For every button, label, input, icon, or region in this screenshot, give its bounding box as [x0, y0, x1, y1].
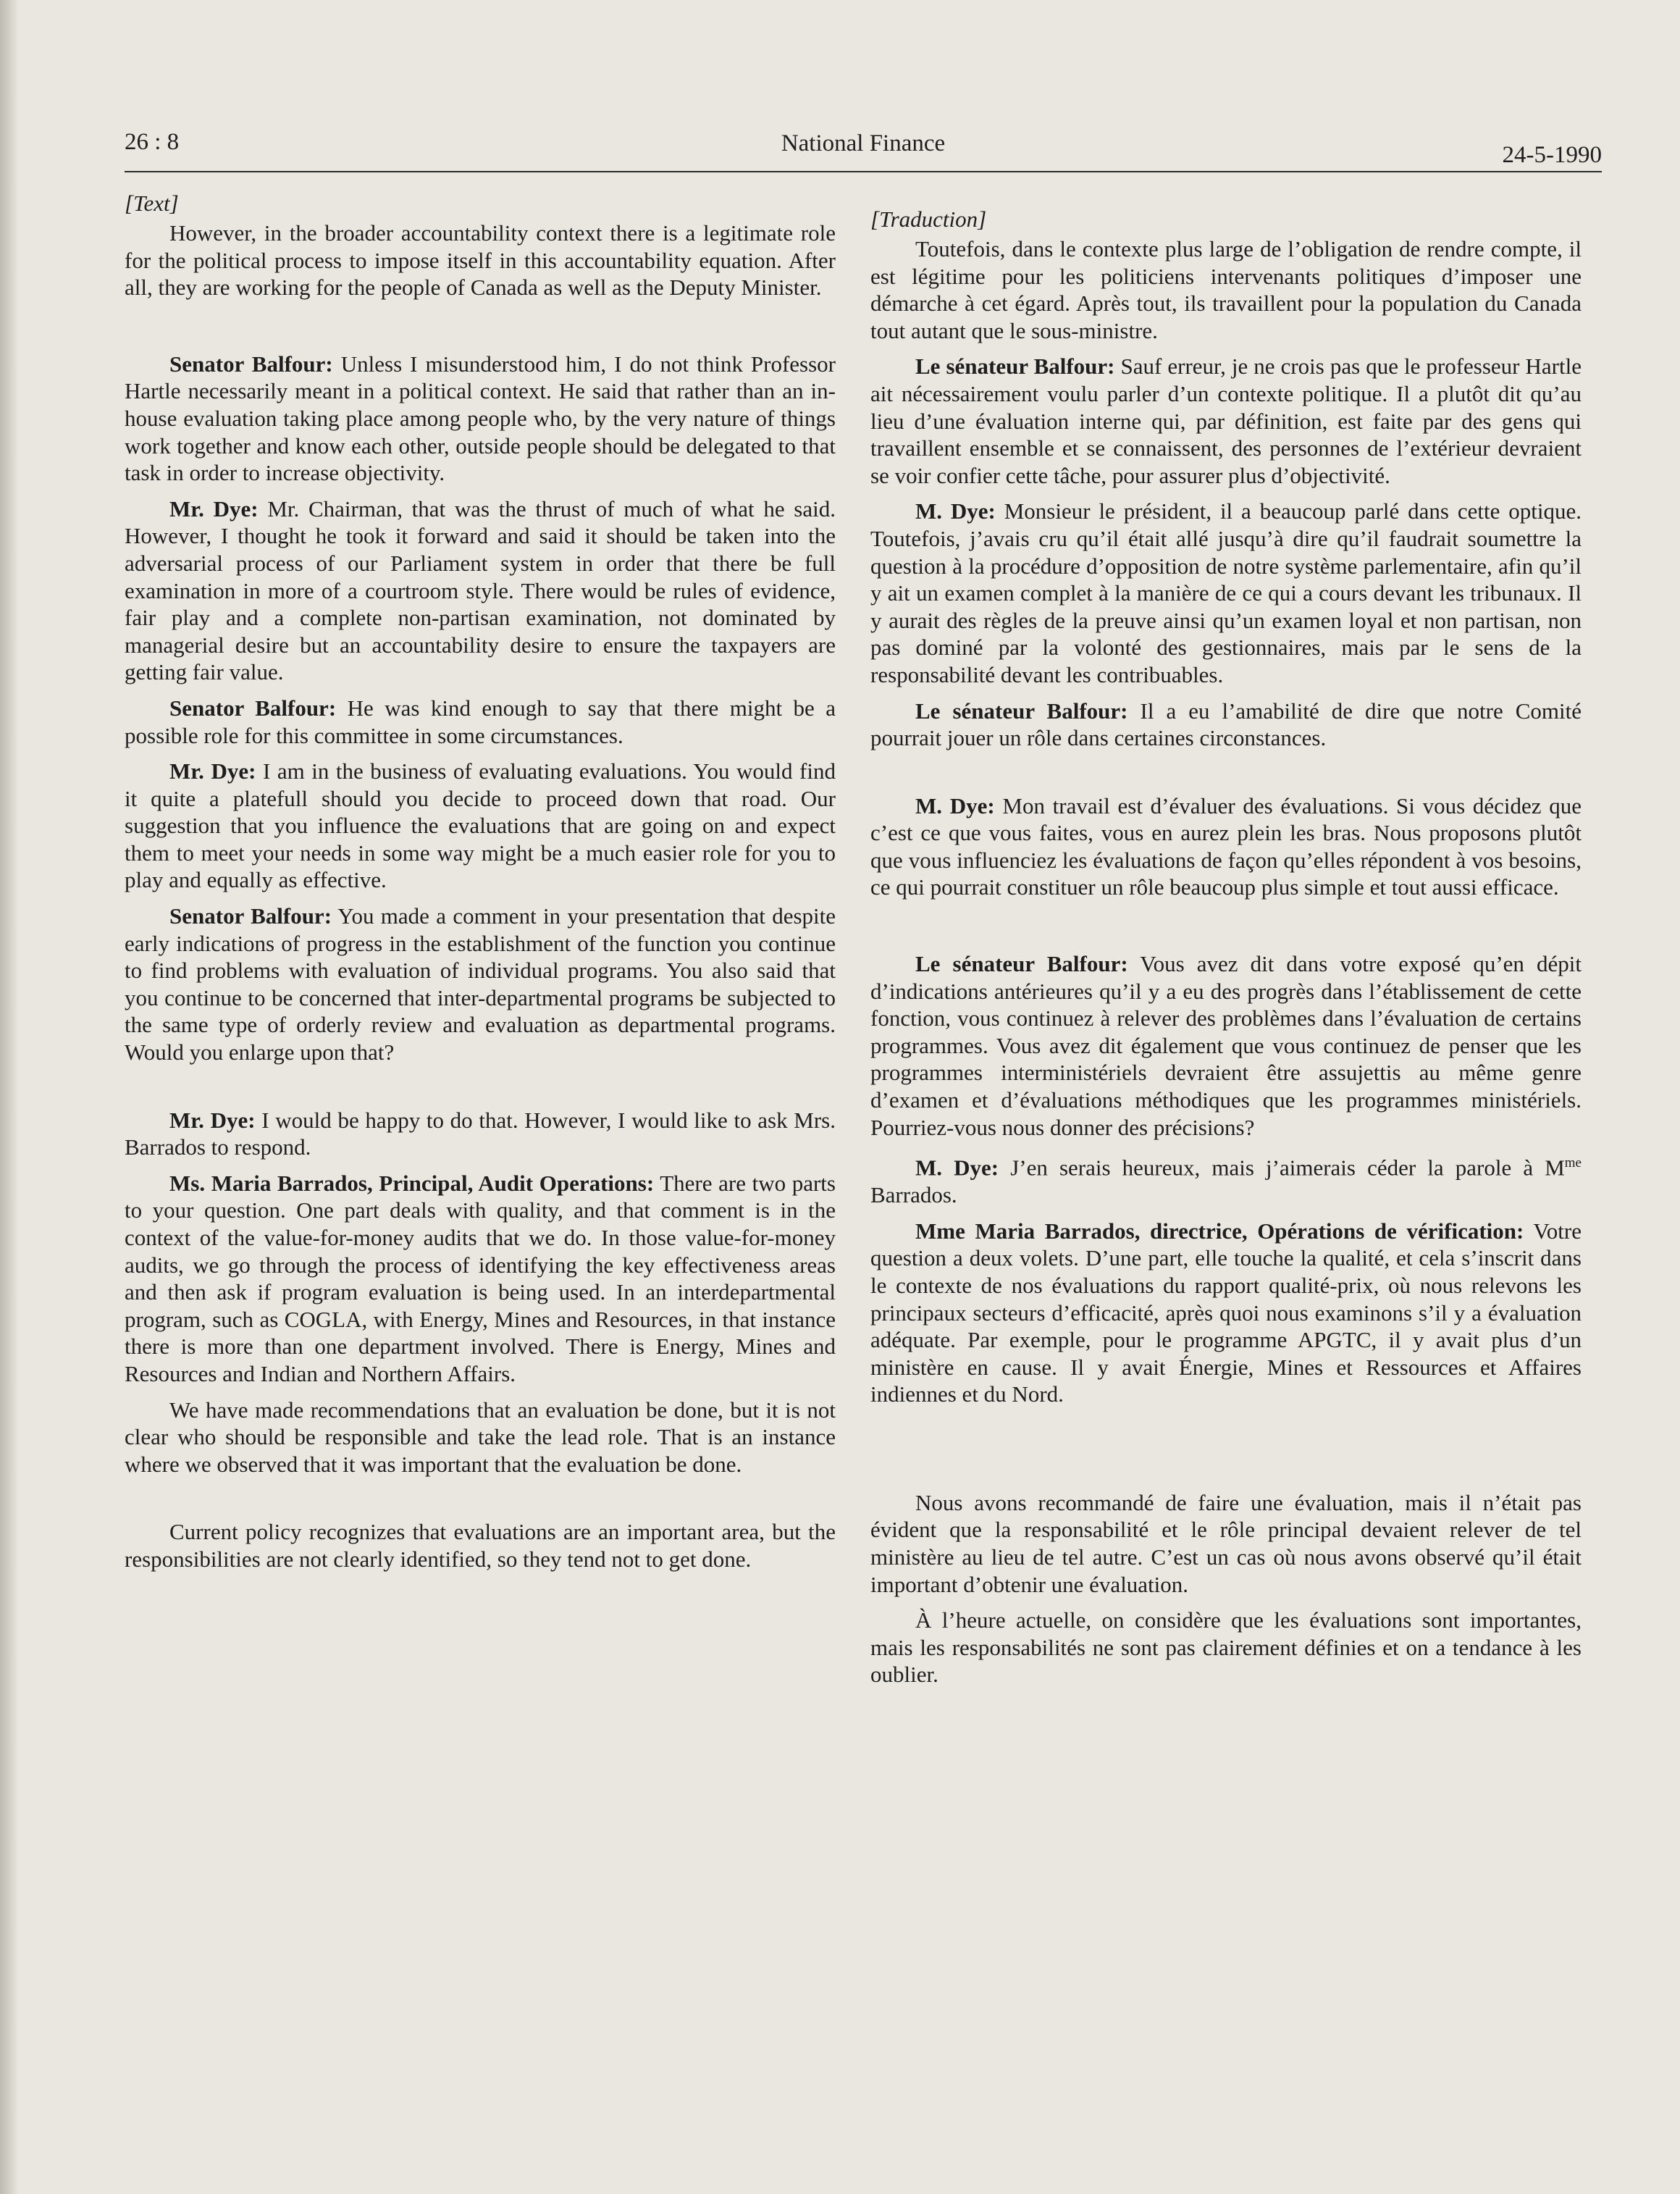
- speaker-name: M. Dye:: [915, 1155, 999, 1181]
- speaker-paragraph: Mr. Dye: I am in the business of evaluating evaluations. You would find it quite a platefull should you decide to proceed down that road. Our suggestion that you influence the evaluations that are going on and expect them to meet your needs in some way might be a much easier role for you to play and equally as effective.: [125, 758, 836, 893]
- english-column: [125, 190, 836, 1582]
- speaker-name: Senator Balfour:: [169, 695, 337, 721]
- speaker-name: M. Dye:: [915, 498, 996, 524]
- speaker-paragraph: M. Dye: Mon travail est d’évaluer des évaluations. Si vous décidez que c’est ce que vous faites, vous en aurez plein les bras. Nous proposons plutôt que vous influenciez les évaluations de façon qu’elles répondent à vos besoins, ce qui pourrait constituer un rôle beaucoup plus simple et tout aussi efficace.: [870, 792, 1582, 900]
- french-column: [870, 190, 1582, 1697]
- page-number: 26 : 8: [125, 129, 180, 155]
- speaker-name: Ms. Maria Barrados, Principal, Audit Operations:: [169, 1170, 655, 1196]
- speaker-paragraph: Le sénateur Balfour: Vous avez dit dans votre exposé qu’en dépit d’indications antérieures qu’il y a eu des progrès dans l’établissement de cette fonction, vous continuez à relever des problèmes dans l’évaluation de certains programmes. Vous avez dit également que vous continuez de penser que les programmes interministériels devraient être assujettis au même genre d’examen et d’évaluations méthodiques que les programmes ministériels. Pourriez-vous nous donner des précisions?: [870, 951, 1582, 1140]
- page-binding-shadow: [0, 0, 19, 2194]
- speaker-name: Senator Balfour:: [169, 903, 332, 929]
- speaker-name: Senator Balfour:: [169, 351, 333, 377]
- speaker-paragraph: Senator Balfour: You made a comment in your presentation that despite early indications of progress in the establishment of the function you continue to find problems with evaluation of individual programs. You also said that you continue to be concerned that inter-departmental programs be subjected to the same type of orderly review and evaluation as departmental programs. Would you enlarge upon that?: [125, 903, 836, 1065]
- speaker-paragraph: Le sénateur Balfour: Sauf erreur, je ne crois pas que le professeur Hartle ait nécessairement voulu parler d’un contexte politique. Il a plutôt dit qu’au lieu d’une évaluation interne qui, par définition, est faite par des gens qui travaillent ensemble et se connaissent, des personnes de l’extérieur devraient se voir confier cette tâche, pour assurer plus d’objectivité.: [870, 353, 1582, 488]
- speaker-name: Le sénateur Balfour:: [915, 698, 1128, 724]
- speaker-paragraph: Mr. Dye: Mr. Chairman, that was the thrust of much of what he said. However, I thought he took it forward and said it should be taken into the adversarial process of our Parliament system in order that there be full examination in more of a courtroom style. There would be rules of evidence, fair play and a complete non-partisan examination, not dominated by managerial desire but an accountability desire to ensure the taxpayers are getting fair value.: [125, 495, 836, 685]
- header-rule: [125, 171, 1602, 172]
- speaker-name: Mr. Dye:: [169, 1107, 256, 1133]
- text-label: [Text]: [125, 190, 179, 216]
- speaker-name: Le sénateur Balfour:: [915, 353, 1115, 380]
- speaker-paragraph: Le sénateur Balfour: Il a eu l’amabilité de dire que notre Comité pourrait jouer un rôle dans certaines circonstances.: [870, 698, 1582, 751]
- speaker-name: Mr. Dye:: [169, 758, 256, 784]
- speaker-paragraph: M. Dye: J’en serais heureux, mais j’aimerais céder la parole à $M^{me}$ Barrados.: [870, 1155, 1582, 1208]
- speaker-name: Le sénateur Balfour:: [915, 951, 1128, 977]
- speaker-name: Mme Maria Barrados, directrice, Opérations de vérification:: [915, 1218, 1524, 1244]
- speaker-name: M. Dye:: [915, 792, 995, 818]
- paragraph: Current policy recognizes that evaluations are an important area, but the responsibilities are not clearly identified, so they tend not to get done.: [125, 1519, 836, 1572]
- speaker-paragraph: Mr. Dye: I would be happy to do that. However, I would like to ask Mrs. Barrados to respond.: [125, 1107, 836, 1160]
- speaker-paragraph: Ms. Maria Barrados, Principal, Audit Operations: There are two parts to your question. One part deals with quality, and that comment is in the context of the value-for-money audits that we do. In those value-for-money audits, we go through the process of identifying the key effectiveness areas and then ask if program evaluation is being used. In an interdepartmental program, such as COGLA, with Energy, Mines and Resources, in that instance there is more than one department involved. There is Energy, Mines and Resources and Indian and Northern Affairs.: [125, 1170, 836, 1386]
- paragraph: However, in the broader accountability context there is a legitimate role for the political process to impose itself in this accountability equation. After all, they are working for the people of Canada as well as the Deputy Minister.: [125, 220, 836, 301]
- paragraph: À l’heure actuelle, on considère que les évaluations sont importantes, mais les responsabilités ne sont pas clairement définies et on a tendance à les oublier.: [870, 1607, 1582, 1688]
- page-date: 24-5-1990: [1502, 142, 1602, 168]
- speaker-paragraph: Senator Balfour: He was kind enough to say that there might be a possible role for this committee in some circumstances.: [125, 695, 836, 748]
- paragraph: Toutefois, dans le contexte plus large de l’obligation de rendre compte, il est légitime pour les politiciens intervenants politiques d’imposer une démarche à cet égard. Après tout, ils travaillent pour la population du Canada tout autant que le sous-ministre.: [870, 236, 1582, 343]
- speaker-name: Mr. Dye:: [169, 495, 259, 522]
- speaker-paragraph: Senator Balfour: Unless I misunderstood him, I do not think Professor Hartle necessarily meant in a political context. He said that rather than an in-house evaluation taking place among people who, by the very nature of things work together and know each other, outside people should be delegated to that task in order to increase objectivity.: [125, 351, 836, 486]
- paragraph: Nous avons recommandé de faire une évaluation, mais il n’était pas évident que la responsabilité et le rôle principal devaient relever de tel ministère au lieu de tel autre. C’est un cas où nous avons observé qu’il était important d’obtenir une évaluation.: [870, 1489, 1582, 1597]
- running-title: National Finance: [781, 130, 946, 156]
- paragraph: We have made recommendations that an evaluation be done, but it is not clear who should be responsible and take the lead role. That is an instance where we observed that it was important that the evaluation be done.: [125, 1397, 836, 1477]
- translation-label: [Traduction]: [870, 206, 987, 232]
- speaker-paragraph: M. Dye: Monsieur le président, il a beaucoup parlé dans cette optique. Toutefois, j’avais cru qu’il était allé jusqu’à dire qu’il faudrait soumettre la question à la procédure d’opposition de notre système parlementaire, afin qu’il y ait un examen complet à la manière de ce qui a cours devant les tribunaux. Il y aurait des règles de la preuve ainsi qu’un examen loyal et non partisan, non pas dominé par la volonté des gestionnaires, mais par le sens de la responsabilité devant les contribuables.: [870, 498, 1582, 687]
- speaker-paragraph: Mme Maria Barrados, directrice, Opérations de vérification: Votre question a deux volets. D’une part, elle touche la qualité, et cela s’inscrit dans le contexte de nos évaluations du rapport qualité-prix, où nous relevons les principaux secteurs d’efficacité, après quoi nous examinons s’il y a évaluation adéquate. Par exemple, pour le programme APGTC, il y avait plus d’un ministère en cause. Il y avait Énergie, Mines et Ressources et Affaires indiennes et du Nord.: [870, 1218, 1582, 1407]
